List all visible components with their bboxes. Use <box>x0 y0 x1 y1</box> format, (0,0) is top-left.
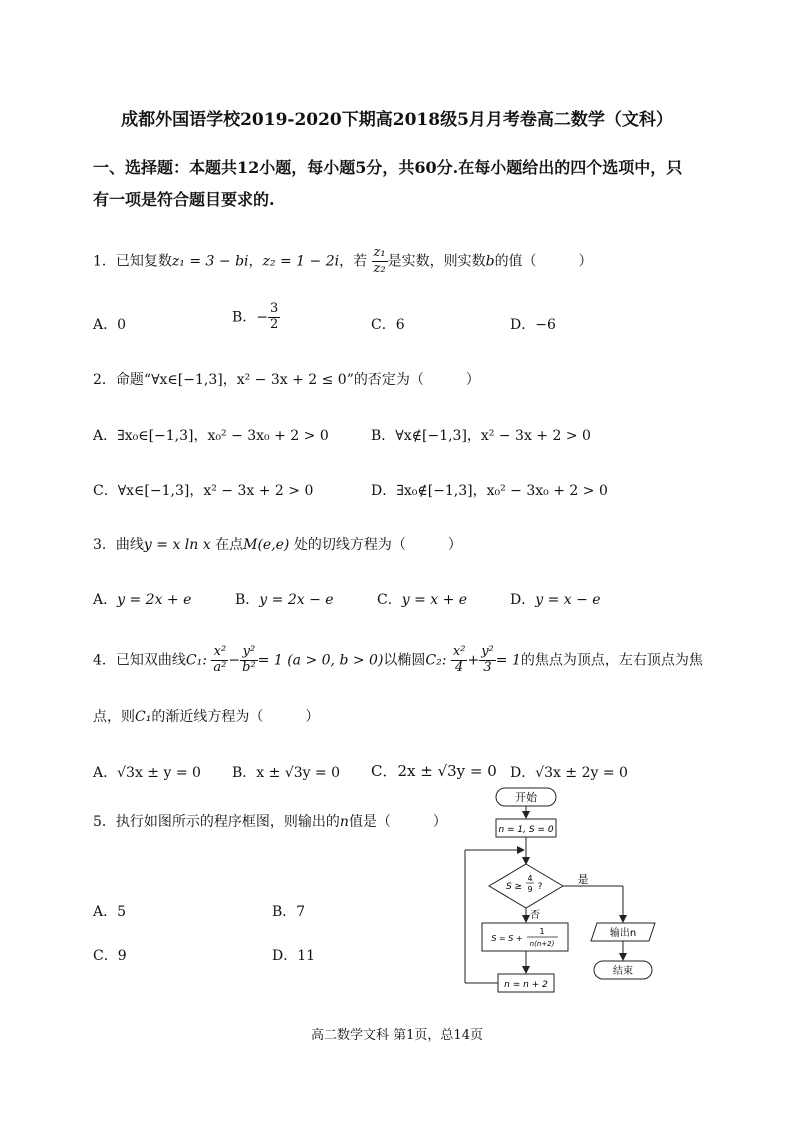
q4-option-b: B．x ± √3y = 0 <box>232 765 341 781</box>
q1-option-b-fraction <box>268 302 280 333</box>
q3-b-label: B． <box>235 592 260 608</box>
q1-b-num: 3 <box>270 301 279 316</box>
q1-option-b <box>232 302 280 333</box>
section-heading-line2: 有一项是符合题目要求的. <box>93 190 275 209</box>
q4-option-c: C．2x ± √3y = 0 <box>371 762 497 780</box>
flow-cond-den: 9 <box>527 885 533 894</box>
q3-text-a: 3．曲线 <box>93 537 144 553</box>
q1-text-d: 的值（ ） <box>494 253 593 270</box>
q1-option-c: C．6 <box>371 317 405 333</box>
flow-start-label: 开始 <box>515 791 537 804</box>
q4-line2-b: 的渐近线方程为（ ） <box>151 709 320 725</box>
q4-ell-frac-2 <box>479 645 496 676</box>
q3-text-c: 处的切线方程为（ ） <box>289 537 462 553</box>
q4-plus: + <box>467 652 480 669</box>
q4-h-den2: b² <box>242 659 256 675</box>
q4-text-a: 4．已知双曲线 <box>93 652 186 669</box>
q1-var: b <box>485 253 495 270</box>
q1-sep: ， <box>248 253 263 270</box>
question-2-stem: 2．命题“∀x∈[−1,3]，x² − 3x + 2 ≤ 0”的否定为（ ） <box>93 372 480 388</box>
q1-option-a: A．0 <box>93 317 127 333</box>
q4-line2-a: 点，则 <box>93 709 135 725</box>
q5-option-b: B．7 <box>272 904 306 920</box>
q1-option-d: D．−6 <box>510 317 556 333</box>
q4-e-num2: y² <box>481 644 494 659</box>
q2-option-b: B．∀x∉[−1,3]，x² − 3x + 2 > 0 <box>371 428 591 444</box>
q4-h-rest: = 1 (a > 0, b > 0) <box>257 652 384 669</box>
program-flowchart <box>455 782 675 1012</box>
q4-e-den1: 4 <box>455 659 464 675</box>
q5-option-d: D．11 <box>272 948 316 964</box>
q5-var: n <box>339 814 349 830</box>
q1-option-b-label: B．− <box>232 309 269 326</box>
flow-update-a: S = S + <box>491 934 523 943</box>
q1-fraction <box>372 246 388 277</box>
q4-c2: C₂: <box>425 652 447 669</box>
q3-curve: y = x ln x <box>143 537 211 553</box>
q4-h-num1: x² <box>211 645 228 661</box>
q3-b-expr: y = 2x − e <box>259 592 334 608</box>
flow-init-label: n = 1, S = 0 <box>498 825 554 835</box>
flow-end-label: 结束 <box>613 966 633 977</box>
q3-a-expr: y = 2x + e <box>117 592 192 608</box>
q5-text-b: 值是（ ） <box>348 814 447 830</box>
flow-no-label: 否 <box>530 910 540 921</box>
q4-hyp-frac-1 <box>211 645 228 676</box>
flow-update-den: n(n+2) <box>529 940 555 948</box>
q4-text-c: 的焦点为顶点，左右顶点为焦 <box>520 652 703 669</box>
q3-a-label: A． <box>93 592 118 608</box>
q1-text-c: 是实数，则实数 <box>387 253 486 270</box>
q4-h-num2: y² <box>240 645 258 661</box>
q4-c1b: C₁ <box>135 709 152 725</box>
q3-c-expr: y = x + e <box>401 592 468 608</box>
flow-cond-a: S ≥ <box>505 882 523 892</box>
q4-option-a: A．√3x ± y = 0 <box>93 765 201 781</box>
q4-e-num1: x² <box>452 644 466 659</box>
q2-option-a: A．∃x₀∈[−1,3]，x₀² − 3x₀ + 2 > 0 <box>93 428 329 444</box>
q4-c1: C₁: <box>185 652 207 669</box>
q3-d-expr: y = x − e <box>535 592 601 608</box>
q1-b-den: 2 <box>270 316 279 332</box>
q4-minus: − <box>228 652 241 669</box>
q5-text-a: 5．执行如图所示的程序框图，则输出的 <box>93 814 340 830</box>
q4-h-den1: a² <box>213 659 227 675</box>
q2-option-d: D．∃x₀∉[−1,3]，x₀² − 3x₀ + 2 > 0 <box>371 483 608 499</box>
section-heading-line1: 一、选择题：本题共12小题，每小题5分，共60分.在每小题给出的四个选项中，只 <box>93 158 683 177</box>
q1-frac-den: z₂ <box>373 260 386 276</box>
q3-option-d <box>510 589 601 609</box>
flow-cond-num: 4 <box>527 874 533 883</box>
q3-option-c <box>377 589 467 609</box>
q3-c-label: C． <box>377 592 402 608</box>
q4-option-d: D．√3x ± 2y = 0 <box>510 765 628 781</box>
q1-z1: z₁ = 3 − bi <box>171 253 249 270</box>
q1-text-b: ，若 <box>339 253 368 270</box>
q2-option-c: C．∀x∈[−1,3]，x² − 3x + 2 > 0 <box>93 483 314 499</box>
page-footer: 高二数学文科 第1页，总14页 <box>311 1028 483 1043</box>
q1-frac-num: z₁ <box>373 245 386 260</box>
q5-option-c: C．9 <box>93 948 127 964</box>
q4-ell-frac-1 <box>451 645 468 676</box>
flow-decision-diamond <box>489 864 563 908</box>
question-1-stem <box>93 246 593 277</box>
q4-e-den2: 3 <box>483 659 492 675</box>
q4-text-b: 以椭圆 <box>383 652 426 669</box>
flow-output-label: 输出n <box>609 928 637 939</box>
flow-yes-label: 是 <box>577 873 589 886</box>
q4-hyp-frac-2 <box>240 645 258 676</box>
flow-increment-label: n = n + 2 <box>504 980 548 990</box>
q3-option-a <box>93 589 191 609</box>
q3-option-b <box>235 589 334 609</box>
q3-point: M(e,e) <box>243 537 290 553</box>
q3-text-b: 在点 <box>210 537 244 553</box>
q1-text: 1．已知复数 <box>93 253 172 270</box>
flow-update-num: 1 <box>539 927 545 936</box>
question-4-stem <box>93 645 703 676</box>
question-4-line2 <box>93 706 319 726</box>
q5-option-a: A．5 <box>93 904 127 920</box>
q3-d-label: D． <box>510 592 536 608</box>
question-5-stem <box>93 811 447 831</box>
question-3-stem <box>93 534 462 554</box>
q4-e-rest: = 1 <box>495 652 521 669</box>
exam-title: 成都外国语学校2019-2020下期高2018级5月月考卷高二数学（文科） <box>121 110 673 130</box>
flow-cond-b: ? <box>537 882 543 892</box>
q1-z2: z₂ = 1 − 2i <box>262 253 340 270</box>
